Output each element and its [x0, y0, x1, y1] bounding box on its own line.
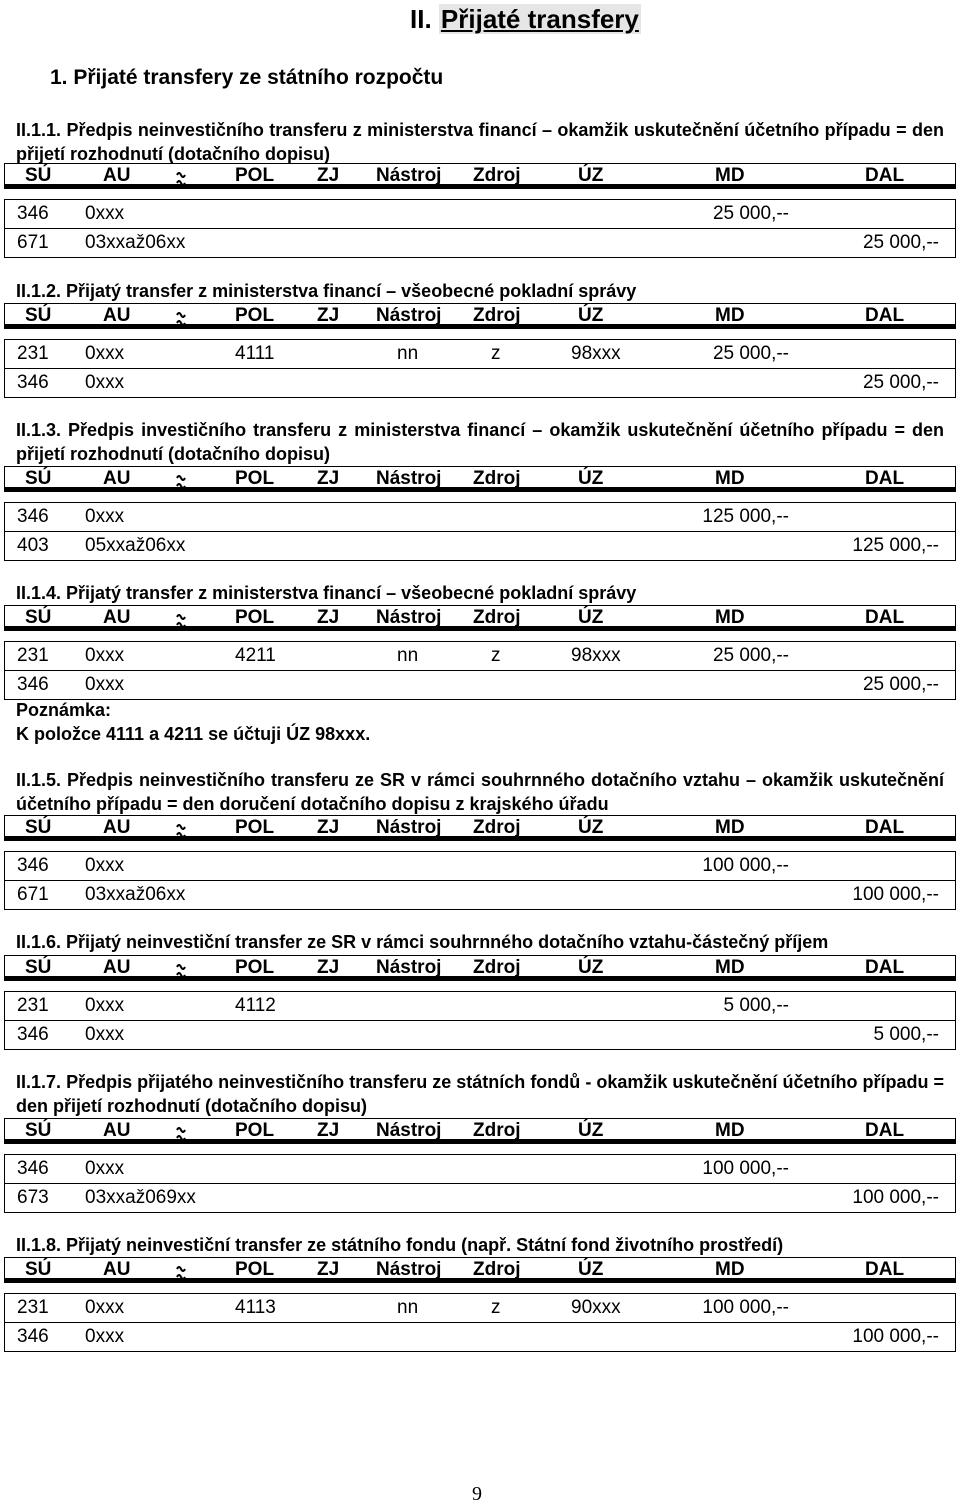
column-header: AU [103, 957, 131, 978]
column-header: SÚ [25, 957, 52, 978]
column-header: AU [103, 165, 131, 186]
column-header: POL [235, 817, 275, 838]
section-number: II.1.8. [16, 1235, 67, 1255]
section-title-text: Přijatý transfer z ministerstva financí – všeobecné pokladní správy [66, 281, 637, 301]
cell-dal: 25 000,-- [862, 674, 939, 695]
note-label: Poznámka: [16, 700, 112, 720]
column-header: DAL [865, 468, 905, 489]
table-header [4, 163, 956, 189]
table-row [5, 228, 955, 257]
cell-su: 231 [17, 343, 49, 364]
column-header: MD [715, 957, 745, 978]
cell-uz: 90xxx [571, 1297, 621, 1318]
cell-su: 231 [17, 645, 49, 666]
column-header: SÚ [25, 165, 52, 186]
column-header: SÚ [25, 817, 52, 838]
cell-dal: 100 000,-- [852, 884, 939, 905]
cell-au: 0xxx [85, 645, 125, 666]
section-number: II.1.1. [16, 120, 67, 140]
table-row [5, 503, 955, 531]
column-header: AU [103, 607, 131, 628]
section-title-text: Předpis investičního transferu z ministerstva financí – okamžik uskutečnění účetního případu = den přijetí rozhodnutí (dotačního dopisu) [16, 420, 944, 464]
tilde-column-header [175, 1120, 187, 1150]
cell-md: 100 000,-- [702, 1297, 789, 1318]
table-row [5, 368, 955, 397]
column-header: AU [103, 817, 131, 838]
cell-su: 346 [17, 855, 49, 876]
table-row [5, 1294, 955, 1322]
column-header: ÚZ [578, 1259, 604, 1280]
cell-zdroj: z [491, 645, 501, 666]
column-header: POL [235, 1259, 275, 1280]
chapter-name: Přijaté transfery [440, 4, 639, 34]
section-title [16, 418, 944, 466]
table-header [4, 605, 956, 631]
entry-table [4, 1154, 956, 1213]
entry-table [4, 641, 956, 700]
column-header: ZJ [317, 1120, 340, 1141]
table-row [5, 1183, 955, 1212]
cell-dal: 100 000,-- [852, 1187, 939, 1208]
cell-pol: 4211 [235, 645, 276, 666]
entry-table [4, 1293, 956, 1352]
cell-au: 0xxx [85, 1024, 125, 1045]
table-row [5, 200, 955, 228]
section-number: II.1.2. [16, 281, 67, 301]
table-row [5, 992, 955, 1020]
chapter-title [410, 4, 641, 35]
cell-su: 346 [17, 203, 49, 224]
cell-md: 100 000,-- [702, 855, 789, 876]
column-header: POL [235, 607, 275, 628]
table-header [4, 1118, 956, 1144]
section-title-text: Předpis neinvestičního transferu ze SR v rámci souhrnného dotačního vztahu – okamžik uskutečnění účetního případu = den doručení dotačního dopisu z krajského úřadu [16, 770, 944, 814]
column-header: DAL [865, 165, 905, 186]
column-header: DAL [865, 607, 905, 628]
column-header: ÚZ [578, 957, 604, 978]
entry-table [4, 339, 956, 398]
cell-su: 403 [17, 535, 49, 556]
column-header: ZJ [317, 468, 340, 489]
cell-su: 346 [17, 1326, 49, 1347]
cell-au: 03xxaž06xx [85, 232, 186, 253]
entry-table [4, 851, 956, 910]
cell-pol: 4113 [235, 1297, 276, 1318]
subtitle: 1. Přijaté transfery ze státního rozpočtu [50, 66, 444, 89]
section-title [16, 930, 944, 954]
cell-au: 0xxx [85, 855, 125, 876]
column-header: ZJ [317, 817, 340, 838]
section-title [16, 279, 944, 303]
cell-zdroj: z [491, 343, 501, 364]
column-header: ÚZ [578, 305, 604, 326]
section-title-text: Předpis přijatého neinvestičního transferu ze státních fondů - okamžik uskutečnění účetního případu = den přijetí rozhodnutí (dotačního dopisu) [16, 1072, 945, 1116]
table-header [4, 955, 956, 981]
section-title [16, 1070, 944, 1118]
page-number: 9 [472, 1483, 482, 1505]
column-header: DAL [865, 1259, 905, 1280]
table-row [5, 1155, 955, 1183]
column-header: Nástroj [376, 1120, 442, 1141]
cell-su: 346 [17, 674, 49, 695]
column-header: AU [103, 305, 131, 326]
column-header: Zdroj [473, 817, 521, 838]
column-header: Zdroj [473, 1120, 521, 1141]
tilde-column-header [175, 1259, 187, 1289]
column-header: ÚZ [578, 1120, 604, 1141]
entry-table [4, 199, 956, 258]
column-header: Zdroj [473, 1259, 521, 1280]
cell-md: 25 000,-- [712, 343, 789, 364]
column-header: MD [715, 468, 745, 489]
column-header: AU [103, 1120, 131, 1141]
cell-pol: 4112 [235, 995, 276, 1016]
section-title-text: Přijatý neinvestiční transfer ze SR v rámci souhrnného dotačního vztahu-částečný příjem [66, 932, 829, 952]
column-header: ZJ [317, 1259, 340, 1280]
column-header: DAL [865, 957, 905, 978]
section-number: II.1.4. [16, 583, 67, 603]
cell-md: 100 000,-- [702, 1158, 789, 1179]
tilde-column-header [175, 607, 187, 637]
column-header: Zdroj [473, 468, 521, 489]
column-header: POL [235, 957, 275, 978]
chapter-prefix: II. [410, 4, 432, 34]
section-title-text: Přijatý transfer z ministerstva financí – všeobecné pokladní správy [66, 583, 637, 603]
column-header: Nástroj [376, 607, 442, 628]
section-number: II.1.5. [16, 770, 68, 790]
column-header: POL [235, 165, 275, 186]
cell-su: 231 [17, 995, 49, 1016]
column-header: Nástroj [376, 305, 442, 326]
cell-pol: 4111 [235, 343, 275, 364]
table-row [5, 1020, 955, 1049]
column-header: ÚZ [578, 817, 604, 838]
cell-au: 0xxx [85, 343, 125, 364]
cell-su: 671 [17, 884, 49, 905]
column-header: POL [235, 468, 275, 489]
section-number: II.1.7. [16, 1072, 67, 1092]
column-header: POL [235, 305, 275, 326]
column-header: SÚ [25, 468, 52, 489]
column-header: SÚ [25, 1120, 52, 1141]
table-row [5, 642, 955, 670]
section-title [16, 581, 944, 605]
cell-su: 346 [17, 372, 49, 393]
cell-dal: 5 000,-- [873, 1024, 939, 1045]
column-header: POL [235, 1120, 275, 1141]
tilde-column-header [175, 165, 187, 195]
entry-table [4, 502, 956, 561]
cell-su: 671 [17, 232, 49, 253]
table-row [5, 880, 955, 909]
table-header [4, 303, 956, 329]
cell-su: 231 [17, 1297, 49, 1318]
column-header: ZJ [317, 607, 340, 628]
section-number: II.1.3. [16, 420, 69, 440]
cell-au: 0xxx [85, 203, 125, 224]
table-header [4, 815, 956, 841]
cell-dal: 25 000,-- [862, 372, 939, 393]
column-header: ÚZ [578, 468, 604, 489]
table-header [4, 1257, 956, 1283]
cell-au: 0xxx [85, 674, 125, 695]
cell-au: 0xxx [85, 1158, 125, 1179]
column-header: Zdroj [473, 305, 521, 326]
column-header: Zdroj [473, 957, 521, 978]
column-header: Nástroj [376, 165, 442, 186]
cell-dal: 25 000,-- [862, 232, 939, 253]
column-header: SÚ [25, 305, 52, 326]
cell-zj: nn [397, 1297, 419, 1318]
cell-su: 673 [17, 1187, 49, 1208]
column-header: Nástroj [376, 468, 442, 489]
section-title [16, 118, 944, 166]
section-title-text: Přijatý neinvestiční transfer ze státního fondu (např. Státní fond životního prostředí) [66, 1235, 784, 1255]
cell-zj: nn [397, 645, 419, 666]
cell-au: 05xxaž06xx [85, 535, 186, 556]
cell-zj: nn [397, 343, 419, 364]
table-row [5, 670, 955, 699]
column-header: SÚ [25, 607, 52, 628]
column-header: MD [715, 1120, 745, 1141]
table-row [5, 340, 955, 368]
cell-au: 0xxx [85, 995, 125, 1016]
cell-uz: 98xxx [571, 645, 621, 666]
cell-au: 03xxaž069xx [85, 1187, 196, 1208]
column-header: MD [715, 817, 745, 838]
column-header: DAL [865, 1120, 905, 1141]
table-header [4, 466, 956, 492]
column-header: DAL [865, 305, 905, 326]
column-header: MD [715, 305, 745, 326]
cell-md: 125 000,-- [702, 506, 789, 527]
column-header: Nástroj [376, 957, 442, 978]
cell-au: 0xxx [85, 506, 125, 527]
column-header: ZJ [317, 305, 340, 326]
cell-su: 346 [17, 506, 49, 527]
cell-dal: 125 000,-- [852, 535, 939, 556]
tilde-column-header [175, 468, 187, 498]
tilde-column-header [175, 957, 187, 987]
column-header: MD [715, 165, 745, 186]
table-row [5, 1322, 955, 1351]
cell-dal: 100 000,-- [852, 1326, 939, 1347]
column-header: Nástroj [376, 817, 442, 838]
column-header: Nástroj [376, 1259, 442, 1280]
tilde-column-header [175, 817, 187, 847]
column-header: ÚZ [578, 607, 604, 628]
cell-au: 0xxx [85, 1297, 125, 1318]
column-header: AU [103, 468, 131, 489]
column-header: MD [715, 1259, 745, 1280]
section-title-text: Předpis neinvestičního transferu z ministerstva financí – okamžik uskutečnění účetního případu = den přijetí rozhodnutí (dotačního dopisu) [16, 120, 945, 164]
cell-md: 5 000,-- [723, 995, 789, 1016]
cell-md: 25 000,-- [712, 645, 789, 666]
column-header: Zdroj [473, 607, 521, 628]
note-text: K položce 4111 a 4211 se účtuji ÚZ 98xxx. [16, 724, 371, 744]
column-header: AU [103, 1259, 131, 1280]
column-header: ZJ [317, 165, 340, 186]
table-row [5, 531, 955, 560]
cell-zdroj: z [491, 1297, 501, 1318]
section-title [16, 1233, 944, 1257]
tilde-column-header [175, 305, 187, 335]
column-header: SÚ [25, 1259, 52, 1280]
entry-table [4, 991, 956, 1050]
cell-au: 0xxx [85, 1326, 125, 1347]
cell-su: 346 [17, 1024, 49, 1045]
cell-uz: 98xxx [571, 343, 621, 364]
section-title [16, 768, 944, 816]
cell-su: 346 [17, 1158, 49, 1179]
column-header: ZJ [317, 957, 340, 978]
column-header: MD [715, 607, 745, 628]
column-header: Zdroj [473, 165, 521, 186]
cell-au: 03xxaž06xx [85, 884, 186, 905]
column-header: DAL [865, 817, 905, 838]
cell-md: 25 000,-- [712, 203, 789, 224]
table-row [5, 852, 955, 880]
column-header: ÚZ [578, 165, 604, 186]
section-number: II.1.6. [16, 932, 67, 952]
cell-au: 0xxx [85, 372, 125, 393]
